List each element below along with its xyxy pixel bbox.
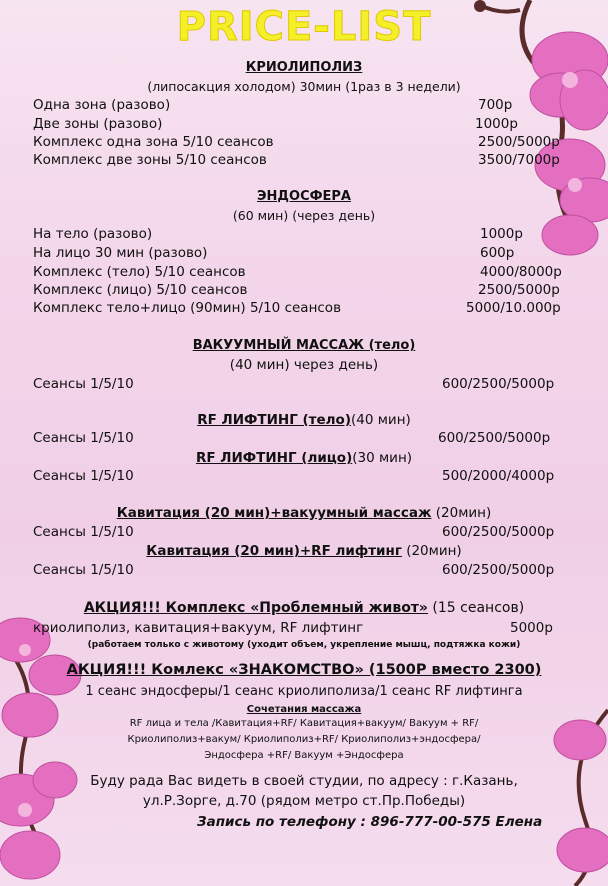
price-row-name: Комплекс тело+лицо (90мин) 5/10 сеансов xyxy=(33,300,342,316)
price-row-name: Сеансы 1/5/10 xyxy=(33,468,134,484)
price-row-price: 2500/5000р xyxy=(478,282,560,298)
price-row-name: Комплекс (лицо) 5/10 сеансов xyxy=(33,282,248,298)
page-title: PRICE-LIST xyxy=(176,4,432,50)
promo2-heading-line xyxy=(0,662,608,678)
promo2-description: 1 сеанс эндосферы/1 сеанс криолиполиза/1 сеанс RF лифтинга xyxy=(85,684,523,699)
section-heading-crio: КРИОЛИПОЛИЗ xyxy=(245,60,363,75)
price-row-price: 3500/7000р xyxy=(478,152,560,168)
promo1-heading: АКЦИЯ!!! Комплекс «Проблемный живот» xyxy=(83,600,428,616)
section-heading-cav-vac-line xyxy=(0,505,608,521)
price-row-price: 600/2500/5000р xyxy=(442,562,555,578)
price-row-name: Сеансы 1/5/10 xyxy=(33,524,134,540)
price-row-price: 2500/5000р xyxy=(478,134,560,150)
combo-title: Сочетания массажа xyxy=(246,704,362,715)
price-row-name: Комплекс две зоны 5/10 сеансов xyxy=(33,152,267,168)
section-heading-cav-rf-line xyxy=(0,543,608,559)
price-row-price: 600р xyxy=(480,245,515,261)
price-row-price: 1000р xyxy=(480,226,523,242)
promo1-heading-line xyxy=(0,600,608,616)
section-sub-endo: (60 мин) (через день) xyxy=(232,208,376,223)
price-row-price: 5000р xyxy=(510,620,553,636)
footer-address-line1: Буду рада Вас видеть в своей студии, по адресу : г.Казань, xyxy=(90,773,518,789)
price-row-name: Комплекс (тело) 5/10 сеансов xyxy=(33,264,246,280)
section-sub-crio: (липосакция холодом) 30мин (1раз в 3 недели) xyxy=(147,79,461,94)
price-row-name: Одна зона (разово) xyxy=(33,97,171,113)
promo1-sessions: (15 сеансов) xyxy=(427,600,525,616)
price-row-price: 500/2000/4000р xyxy=(442,468,555,484)
section-heading-rf-body-line xyxy=(0,412,608,428)
price-row-price: 5000/10.000р xyxy=(466,300,561,316)
section-sub-vacuum: (40 мин) через день) xyxy=(229,357,379,373)
combo-line: Криолиполиз+вакум/ Криолиполиз+RF/ Криолиполиз+эндосфера/ xyxy=(127,734,481,745)
price-row-price: 600/2500/5000р xyxy=(438,430,551,446)
cav-rf-duration: (20мин) xyxy=(401,543,462,559)
price-row-name: Две зоны (разово) xyxy=(33,116,163,132)
rf-body-duration: (40 мин) xyxy=(351,412,411,428)
section-heading-cav-rf: Кавитация (20 мин)+RF лифтинг xyxy=(146,543,402,559)
combo-line: RF лица и тела /Кавитация+RF/ Кавитация+вакуум/ Вакуум + RF/ xyxy=(129,718,479,729)
price-row-name: Сеансы 1/5/10 xyxy=(33,376,134,392)
promo2-heading: АКЦИЯ!!! Комлекс «ЗНАКОМСТВО» (1500Р вместо 2300) xyxy=(66,662,542,678)
section-heading-endo: ЭНДОСФЕРА xyxy=(257,189,351,204)
price-row-price: 600/2500/5000р xyxy=(442,376,555,392)
footer-phone: Запись по телефону : 896-777-00-575 Елена xyxy=(197,814,543,830)
section-heading-rf-face-line xyxy=(0,450,608,466)
footer-address-line2: ул.Р.Зорге, д.70 (рядом метро ст.Пр.Победы) xyxy=(142,793,466,809)
promo1-note: (работаем только с животому (уходит объем, укрепление мышц, подтяжка кожи) xyxy=(87,640,521,650)
price-row-name: криолиполиз, кавитация+вакуум, RF лифтинг xyxy=(33,620,364,636)
section-heading-vacuum: ВАКУУМНЫЙ МАССАЖ (тело) xyxy=(192,338,416,353)
price-row-name: На тело (разово) xyxy=(33,226,153,242)
section-heading-rf-face: RF ЛИФТИНГ (лицо) xyxy=(195,450,353,466)
price-row-name: На лицо 30 мин (разово) xyxy=(33,245,208,261)
section-heading-cav-vac: Кавитация (20 мин)+вакуумный массаж xyxy=(116,505,432,521)
price-row-price: 700р xyxy=(478,97,513,113)
price-row-name: Комплекс одна зона 5/10 сеансов xyxy=(33,134,274,150)
price-row-price: 4000/8000р xyxy=(480,264,562,280)
price-row-price: 600/2500/5000р xyxy=(442,524,555,540)
price-row-name: Сеансы 1/5/10 xyxy=(33,562,134,578)
cav-vac-duration: (20мин) xyxy=(431,505,492,521)
combo-line: Эндосфера +RF/ Вакуум +Эндосфера xyxy=(204,750,404,761)
combo-title-line xyxy=(0,704,608,715)
price-row-name: Сеансы 1/5/10 xyxy=(33,430,134,446)
rf-face-duration: (30 мин) xyxy=(352,450,413,466)
price-row-price: 1000р xyxy=(475,116,518,132)
section-heading-rf-body: RF ЛИФТИНГ (тело) xyxy=(197,412,351,428)
